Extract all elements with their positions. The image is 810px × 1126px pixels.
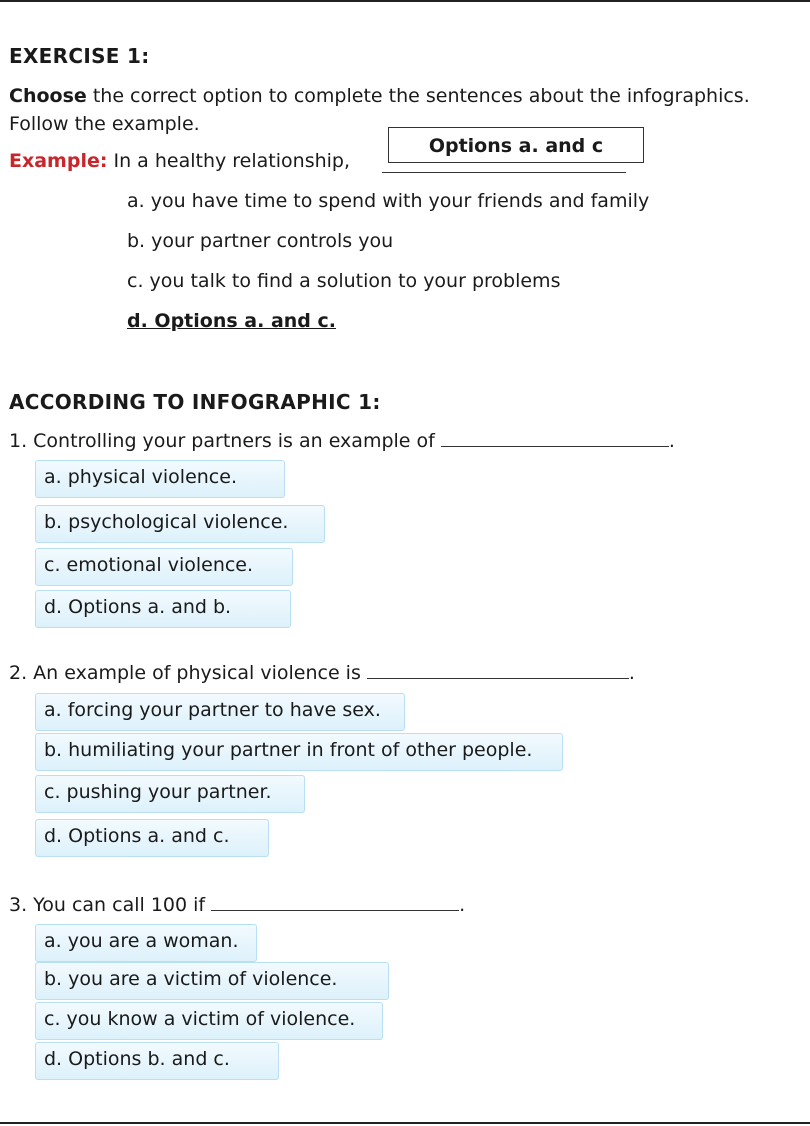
- q1-option-a[interactable]: a. physical violence.: [35, 460, 285, 498]
- example-option-a: a. you have time to spend with your friends and family: [127, 190, 650, 212]
- bottom-border: [0, 1122, 810, 1124]
- section-title: ACCORDING TO INFOGRAPHIC 1:: [9, 390, 381, 414]
- q1-option-b[interactable]: b. psychological violence.: [35, 505, 325, 543]
- example-label: Example:: [9, 150, 108, 172]
- q2-option-b[interactable]: b. humiliating your partner in front of other people.: [35, 733, 563, 771]
- example-answer-box: Options a. and c: [388, 127, 644, 163]
- instruction-line-2: Follow the example.: [9, 113, 200, 135]
- q3-option-c[interactable]: c. you know a victim of violence.: [35, 1002, 383, 1040]
- question-3: [9, 892, 465, 916]
- q1-option-d[interactable]: d. Options a. and b.: [35, 590, 291, 628]
- q3-option-a[interactable]: a. you are a woman.: [35, 924, 257, 962]
- question-2: [9, 660, 635, 684]
- q3-option-b[interactable]: b. you are a victim of violence.: [35, 962, 389, 1000]
- example-option-c: c. you talk to find a solution to your problems: [127, 270, 561, 292]
- q1-option-c[interactable]: c. emotional violence.: [35, 548, 293, 586]
- q3-option-d[interactable]: d. Options b. and c.: [35, 1042, 279, 1080]
- question-2-text: 2. An example of physical violence is: [9, 662, 361, 684]
- instruction-bold: Choose: [9, 85, 87, 107]
- question-2-period: .: [628, 662, 635, 684]
- example-text: In a healthy relationship,: [107, 150, 351, 172]
- instruction-line-1: [9, 85, 750, 107]
- question-1-period: .: [668, 430, 675, 452]
- exercise-title: EXERCISE 1:: [9, 44, 150, 68]
- question-3-text: 3. You can call 100 if: [9, 894, 206, 916]
- example-option-b: b. your partner controls you: [127, 230, 394, 252]
- question-1-text: 1. Controlling your partners is an example of: [9, 430, 435, 452]
- example-line: [9, 150, 350, 172]
- question-1: [9, 428, 675, 452]
- q2-option-c[interactable]: c. pushing your partner.: [35, 775, 305, 813]
- question-3-blank: [211, 892, 459, 911]
- top-border: [0, 0, 810, 2]
- question-3-period: .: [459, 894, 466, 916]
- example-option-d: d. Options a. and c.: [127, 310, 336, 332]
- q2-option-a[interactable]: a. forcing your partner to have sex.: [35, 693, 405, 731]
- instruction-text: the correct option to complete the sentences about the infographics.: [86, 85, 750, 107]
- q2-option-d[interactable]: d. Options a. and c.: [35, 819, 269, 857]
- question-1-blank: [441, 428, 669, 447]
- question-2-blank: [367, 660, 629, 679]
